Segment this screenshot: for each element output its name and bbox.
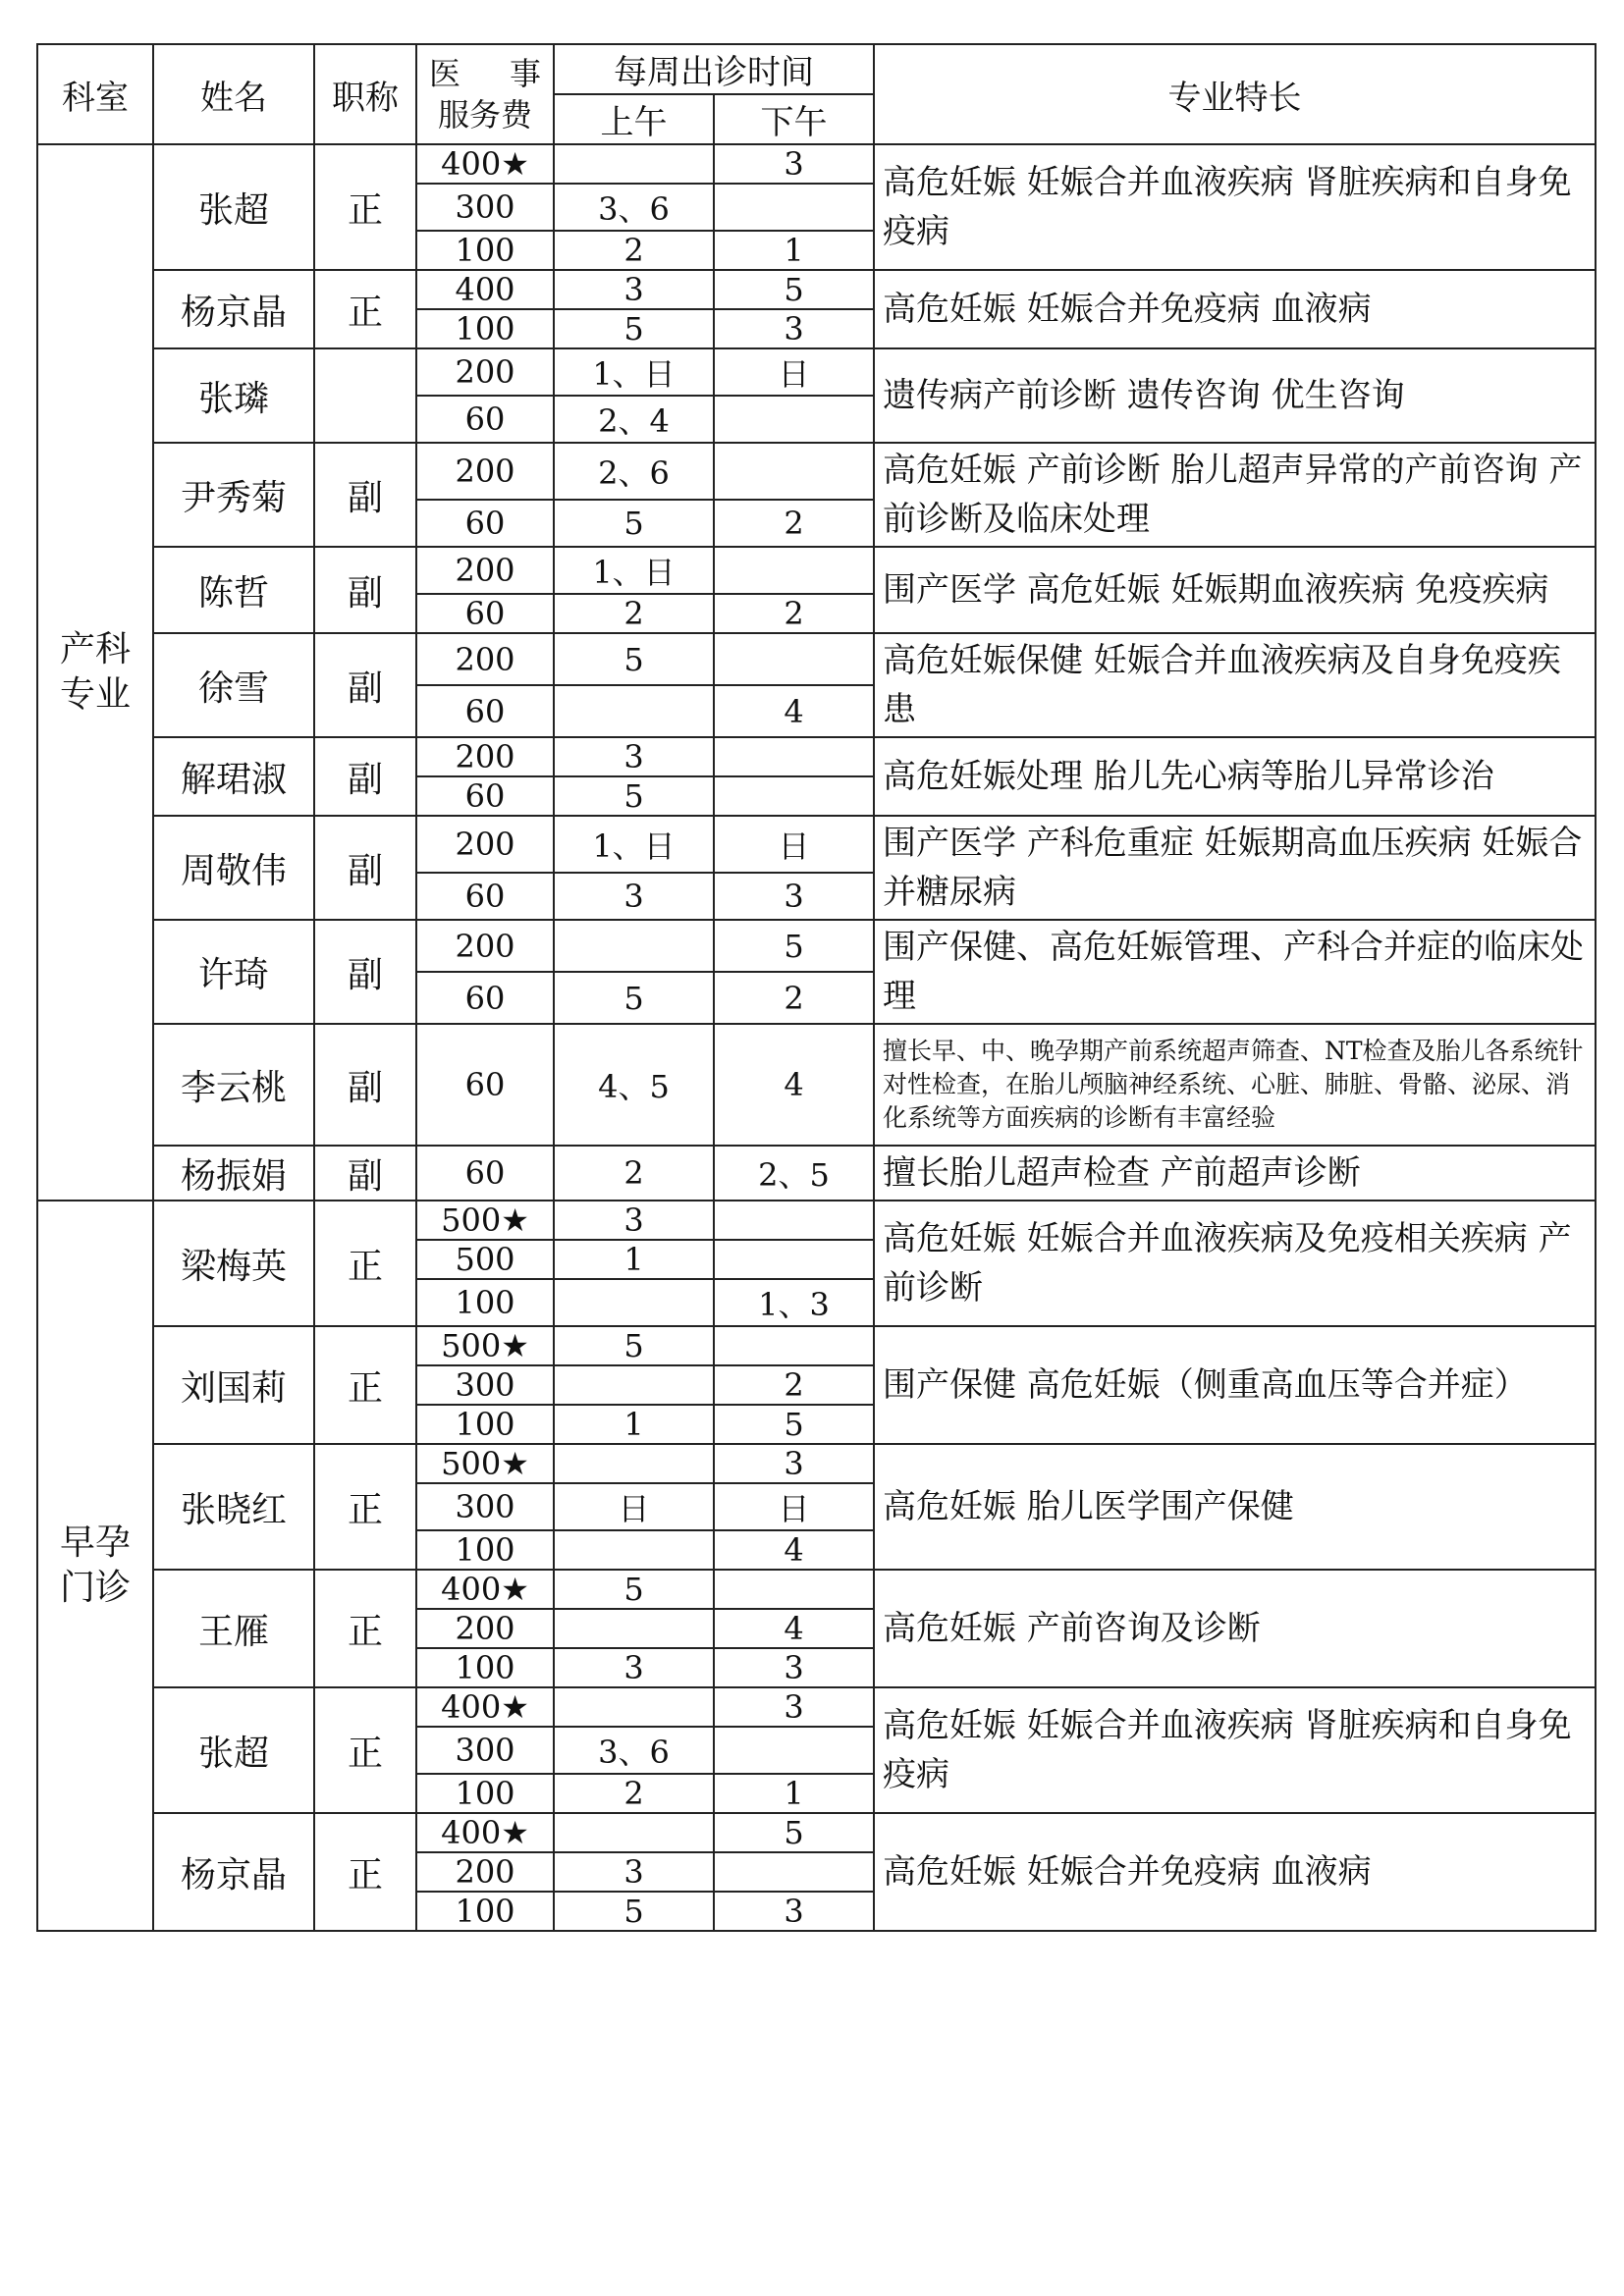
pm-cell: 5 [714,1405,874,1444]
specialty-cell: 围产保健、高危妊娠管理、产科合并症的临床处理 [874,920,1596,1024]
table-row [37,920,1596,972]
pm-cell [714,1727,874,1774]
am-cell: 5 [554,776,714,816]
doctor-title [314,348,416,443]
specialty-cell: 围产医学 产科危重症 妊娠期高血压疾病 妊娠合并糖尿病 [874,816,1596,920]
specialty-cell: 高危妊娠 妊娠合并血液疾病 肾脏疾病和自身免疫病 [874,1687,1596,1813]
fee-cell: 300 [416,1483,554,1530]
pm-cell [714,737,874,776]
pm-cell: 2 [714,594,874,633]
doctor-title: 副 [314,633,416,737]
am-cell: 1、日 [554,816,714,873]
specialty-cell: 高危妊娠保健 妊娠合并血液疾病及自身免疫疾患 [874,633,1596,737]
am-cell [554,1279,714,1326]
fee-cell: 60 [416,500,554,547]
pm-cell: 2 [714,972,874,1024]
table-row [37,270,1596,309]
table-row [37,144,1596,184]
am-cell: 5 [554,972,714,1024]
fee-cell: 60 [416,1146,554,1201]
doctor-name: 梁梅英 [153,1201,314,1326]
am-cell: 2、4 [554,396,714,443]
doctor-name: 张璘 [153,348,314,443]
pm-cell: 3 [714,873,874,920]
header-fee-char1: 医 [429,55,461,92]
specialty-cell: 高危妊娠 胎儿医学围产保健 [874,1444,1596,1570]
pm-cell [714,633,874,685]
am-cell: 4、5 [554,1024,714,1146]
fee-cell: 100 [416,1892,554,1931]
pm-cell: 2 [714,500,874,547]
table-row [37,1024,1596,1146]
doctor-title: 副 [314,1146,416,1201]
header-specialty: 专业特长 [874,44,1596,144]
am-cell: 3、6 [554,1727,714,1774]
pm-cell: 1 [714,1774,874,1813]
pm-cell [714,1852,874,1892]
doctor-title: 正 [314,1813,416,1931]
pm-cell: 3 [714,1444,874,1483]
pm-cell: 日 [714,1483,874,1530]
schedule-body [37,144,1596,1931]
fee-cell: 200 [416,1852,554,1892]
table-row [37,1326,1596,1365]
doctor-title: 正 [314,144,416,270]
doctor-name: 周敬伟 [153,816,314,920]
fee-cell: 200 [416,348,554,396]
specialty-cell: 擅长胎儿超声检查 产前超声诊断 [874,1146,1596,1201]
fee-cell: 300 [416,184,554,231]
header-weekly-time: 每周出诊时间 [554,44,874,94]
header-name: 姓名 [153,44,314,144]
doctor-name: 张超 [153,144,314,270]
header-fee-char2: 事 [509,55,541,92]
doctor-title: 副 [314,920,416,1024]
doctor-name: 解珺淑 [153,737,314,816]
fee-cell: 100 [416,1648,554,1687]
clinic-schedule-table [36,43,1597,1932]
am-cell: 2 [554,594,714,633]
fee-cell: 200 [416,816,554,873]
pm-cell: 1 [714,231,874,270]
table-row [37,443,1596,500]
pm-cell [714,1240,874,1279]
fee-cell: 60 [416,1024,554,1146]
am-cell [554,685,714,737]
header-am: 上午 [554,94,714,144]
fee-cell: 500★ [416,1201,554,1240]
am-cell [554,1813,714,1852]
doctor-title: 副 [314,443,416,547]
fee-cell: 60 [416,873,554,920]
pm-cell: 5 [714,270,874,309]
am-cell: 3 [554,1852,714,1892]
fee-cell: 100 [416,231,554,270]
fee-cell: 100 [416,309,554,348]
fee-cell: 200 [416,443,554,500]
doctor-name: 徐雪 [153,633,314,737]
am-cell: 1 [554,1240,714,1279]
doctor-name: 许琦 [153,920,314,1024]
dept-cell: 产科专业 [37,144,153,1201]
fee-cell: 200 [416,547,554,594]
specialty-cell: 围产保健 高危妊娠（侧重高血压等合并症） [874,1326,1596,1444]
doctor-title: 正 [314,1570,416,1687]
am-cell: 5 [554,500,714,547]
fee-cell: 500 [416,1240,554,1279]
pm-cell: 4 [714,1024,874,1146]
table-row [37,348,1596,396]
doctor-title: 副 [314,816,416,920]
pm-cell: 2 [714,1365,874,1405]
am-cell: 1 [554,1405,714,1444]
doctor-name: 王雁 [153,1570,314,1687]
header-dept: 科室 [37,44,153,144]
pm-cell: 日 [714,816,874,873]
doctor-name: 杨京晶 [153,270,314,348]
specialty-cell: 高危妊娠 产前诊断 胎儿超声异常的产前咨询 产前诊断及临床处理 [874,443,1596,547]
header-fee-line2: 服务费 [437,96,532,133]
pm-cell: 3 [714,1648,874,1687]
pm-cell: 5 [714,920,874,972]
fee-cell: 60 [416,972,554,1024]
am-cell: 5 [554,1570,714,1609]
specialty-cell: 擅长早、中、晚孕期产前系统超声筛查、NT检查及胎儿各系统针对性检查，在胎儿颅脑神经系统、心脏、肺脏、骨骼、泌尿、消化系统等方面疾病的诊断有丰富经验 [874,1024,1596,1146]
table-row [37,1813,1596,1852]
fee-cell: 60 [416,594,554,633]
fee-cell: 100 [416,1279,554,1326]
table-row [37,633,1596,685]
specialty-cell: 高危妊娠 妊娠合并免疫病 血液病 [874,270,1596,348]
fee-cell: 400★ [416,1813,554,1852]
doctor-name: 刘国莉 [153,1326,314,1444]
fee-cell: 400★ [416,1570,554,1609]
specialty-cell: 高危妊娠 妊娠合并血液疾病 肾脏疾病和自身免疫病 [874,144,1596,270]
pm-cell: 3 [714,309,874,348]
fee-cell: 60 [416,776,554,816]
fee-cell: 100 [416,1530,554,1570]
table-row [37,737,1596,776]
am-cell: 5 [554,633,714,685]
doctor-name: 陈哲 [153,547,314,633]
am-cell: 2、6 [554,443,714,500]
doctor-title: 正 [314,270,416,348]
pm-cell: 4 [714,1609,874,1648]
fee-cell: 60 [416,685,554,737]
am-cell [554,920,714,972]
doctor-name: 杨京晶 [153,1813,314,1931]
doctor-name: 尹秀菊 [153,443,314,547]
table-row [37,1146,1596,1201]
table-row [37,547,1596,594]
am-cell: 3 [554,1201,714,1240]
am-cell [554,1530,714,1570]
doctor-title: 副 [314,737,416,816]
am-cell: 3 [554,1648,714,1687]
am-cell: 1、日 [554,348,714,396]
header-title: 职称 [314,44,416,144]
pm-cell: 5 [714,1813,874,1852]
pm-cell [714,776,874,816]
table-row [37,1687,1596,1727]
am-cell [554,1444,714,1483]
table-row [37,816,1596,873]
pm-cell: 2、5 [714,1146,874,1201]
fee-cell: 100 [416,1405,554,1444]
pm-cell: 4 [714,685,874,737]
am-cell: 2 [554,231,714,270]
specialty-cell: 高危妊娠 产前咨询及诊断 [874,1570,1596,1687]
pm-cell [714,547,874,594]
pm-cell: 日 [714,348,874,396]
am-cell: 3 [554,873,714,920]
pm-cell: 3 [714,1892,874,1931]
specialty-cell: 高危妊娠处理 胎儿先心病等胎儿异常诊治 [874,737,1596,816]
fee-cell: 500★ [416,1326,554,1365]
am-cell: 日 [554,1483,714,1530]
fee-cell: 200 [416,1609,554,1648]
am-cell: 2 [554,1774,714,1813]
specialty-cell: 高危妊娠 妊娠合并血液疾病及免疫相关疾病 产前诊断 [874,1201,1596,1326]
doctor-name: 李云桃 [153,1024,314,1146]
table-row [37,1201,1596,1240]
pm-cell: 4 [714,1530,874,1570]
am-cell [554,1687,714,1727]
pm-cell: 1、3 [714,1279,874,1326]
am-cell: 3 [554,270,714,309]
doctor-title: 副 [314,547,416,633]
am-cell [554,144,714,184]
header-fee [416,44,554,144]
doctor-name: 杨振娟 [153,1146,314,1201]
fee-cell: 300 [416,1365,554,1405]
doctor-title: 正 [314,1444,416,1570]
am-cell: 2 [554,1146,714,1201]
doctor-name: 张晓红 [153,1444,314,1570]
am-cell: 5 [554,1326,714,1365]
doctor-name: 张超 [153,1687,314,1813]
pm-cell [714,1201,874,1240]
fee-cell: 300 [416,1727,554,1774]
pm-cell [714,184,874,231]
pm-cell [714,443,874,500]
fee-cell: 400 [416,270,554,309]
pm-cell: 3 [714,1687,874,1727]
fee-cell: 200 [416,920,554,972]
am-cell [554,1365,714,1405]
am-cell: 5 [554,309,714,348]
specialty-cell: 遗传病产前诊断 遗传咨询 优生咨询 [874,348,1596,443]
pm-cell: 3 [714,144,874,184]
am-cell: 5 [554,1892,714,1931]
fee-cell: 100 [416,1774,554,1813]
pm-cell [714,1570,874,1609]
pm-cell [714,396,874,443]
table-row [37,1444,1596,1483]
fee-cell: 400★ [416,144,554,184]
specialty-cell: 高危妊娠 妊娠合并免疫病 血液病 [874,1813,1596,1931]
am-cell: 3 [554,737,714,776]
fee-cell: 200 [416,737,554,776]
table-row [37,1570,1596,1609]
doctor-title: 正 [314,1326,416,1444]
fee-cell: 200 [416,633,554,685]
am-cell: 3、6 [554,184,714,231]
fee-cell: 60 [416,396,554,443]
specialty-cell: 围产医学 高危妊娠 妊娠期血液疾病 免疫疾病 [874,547,1596,633]
dept-cell: 早孕门诊 [37,1201,153,1931]
am-cell [554,1609,714,1648]
pm-cell [714,1326,874,1365]
fee-cell: 400★ [416,1687,554,1727]
fee-cell: 500★ [416,1444,554,1483]
doctor-title: 副 [314,1024,416,1146]
header-pm: 下午 [714,94,874,144]
am-cell: 1、日 [554,547,714,594]
doctor-title: 正 [314,1687,416,1813]
doctor-title: 正 [314,1201,416,1326]
